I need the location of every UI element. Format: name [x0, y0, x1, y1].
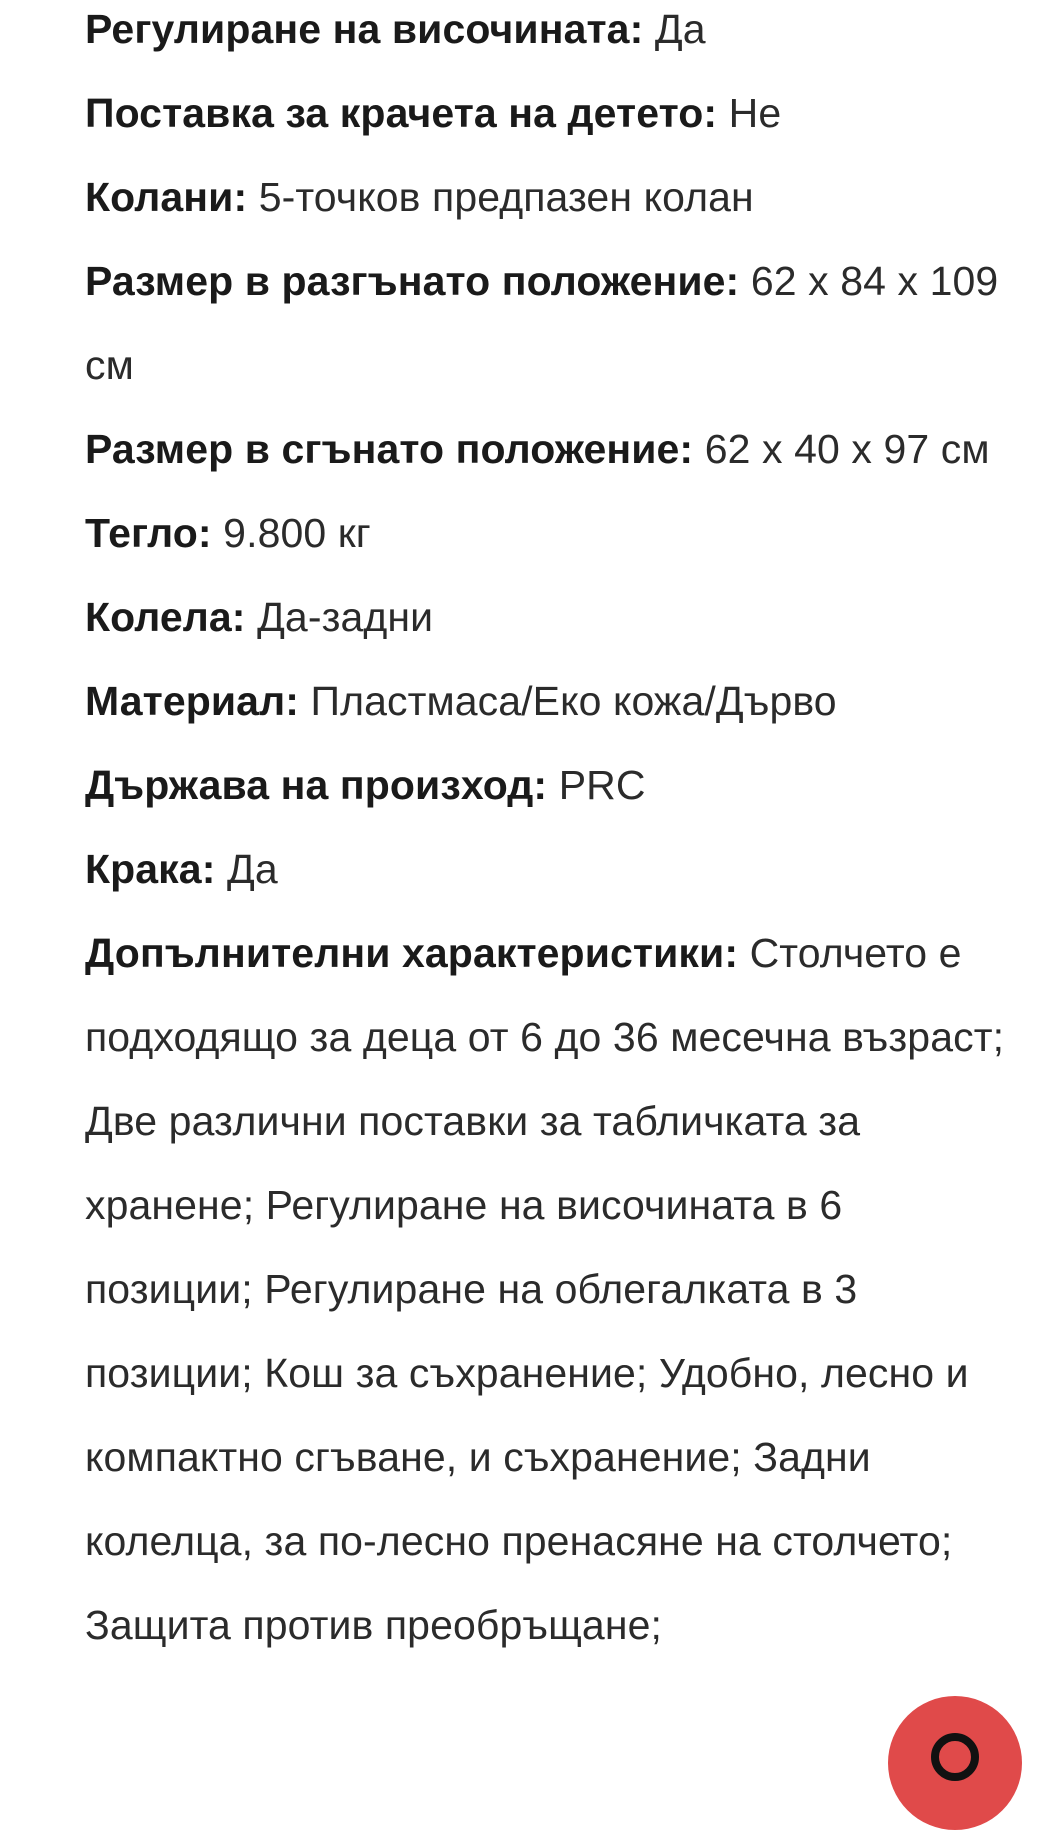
floating-search-button[interactable] — [888, 1696, 1022, 1830]
spec-material — [85, 659, 1015, 743]
spec-value: PRC — [558, 762, 646, 808]
spec-value: Не — [728, 90, 782, 136]
search-icon — [922, 1724, 988, 1790]
spec-footrest — [85, 71, 1015, 155]
spec-weight — [85, 491, 1015, 575]
spec-value: 62 x 40 x 97 см — [704, 426, 990, 472]
spec-value: Да-задни — [257, 594, 434, 640]
spec-label: Поставка за крачета на детето: — [85, 90, 718, 136]
spec-unfolded-size — [85, 239, 1015, 407]
spec-value: Да — [226, 846, 278, 892]
spec-value: Да — [654, 6, 706, 52]
spec-harness — [85, 155, 1015, 239]
spec-label: Държава на произход: — [85, 762, 548, 808]
spec-additional-features — [85, 911, 1015, 1667]
spec-label: Регулиране на височината: — [85, 6, 644, 52]
spec-height-adjustment — [85, 0, 1015, 71]
spec-label: Размер в сгънато положение: — [85, 426, 694, 472]
spec-label: Тегло: — [85, 510, 212, 556]
spec-folded-size — [85, 407, 1015, 491]
spec-value: Столчето е подходящо за деца от 6 до 36 месечна възраст; Две различни поставки за табличката за хранене; Регулиране на височината в 6 позиции; Регулиране на облегалката в 3 позиции; Кош за съхранение; Удобно, лесно и компактно сгъване, и съхранение; Задни колелца, за по-лесно пренасяне на столчето; Защита против преобръщане; — [85, 930, 1005, 1648]
spec-label: Крака: — [85, 846, 216, 892]
spec-label: Материал: — [85, 678, 299, 724]
spec-label: Размер в разгънато положение: — [85, 258, 740, 304]
spec-value: Пластмаса/Еко кожа/Дърво — [310, 678, 837, 724]
spec-label: Колела: — [85, 594, 246, 640]
spec-wheels — [85, 575, 1015, 659]
spec-legs — [85, 827, 1015, 911]
spec-value: 62 x 84 x 109 см — [85, 258, 999, 388]
spec-label: Колани: — [85, 174, 248, 220]
spec-label: Допълнителни характеристики: — [85, 930, 739, 976]
product-specifications — [85, 0, 1015, 1667]
spec-country-of-origin — [85, 743, 1015, 827]
spec-value: 9.800 кг — [223, 510, 371, 556]
spec-value: 5-точков предпазен колан — [258, 174, 754, 220]
